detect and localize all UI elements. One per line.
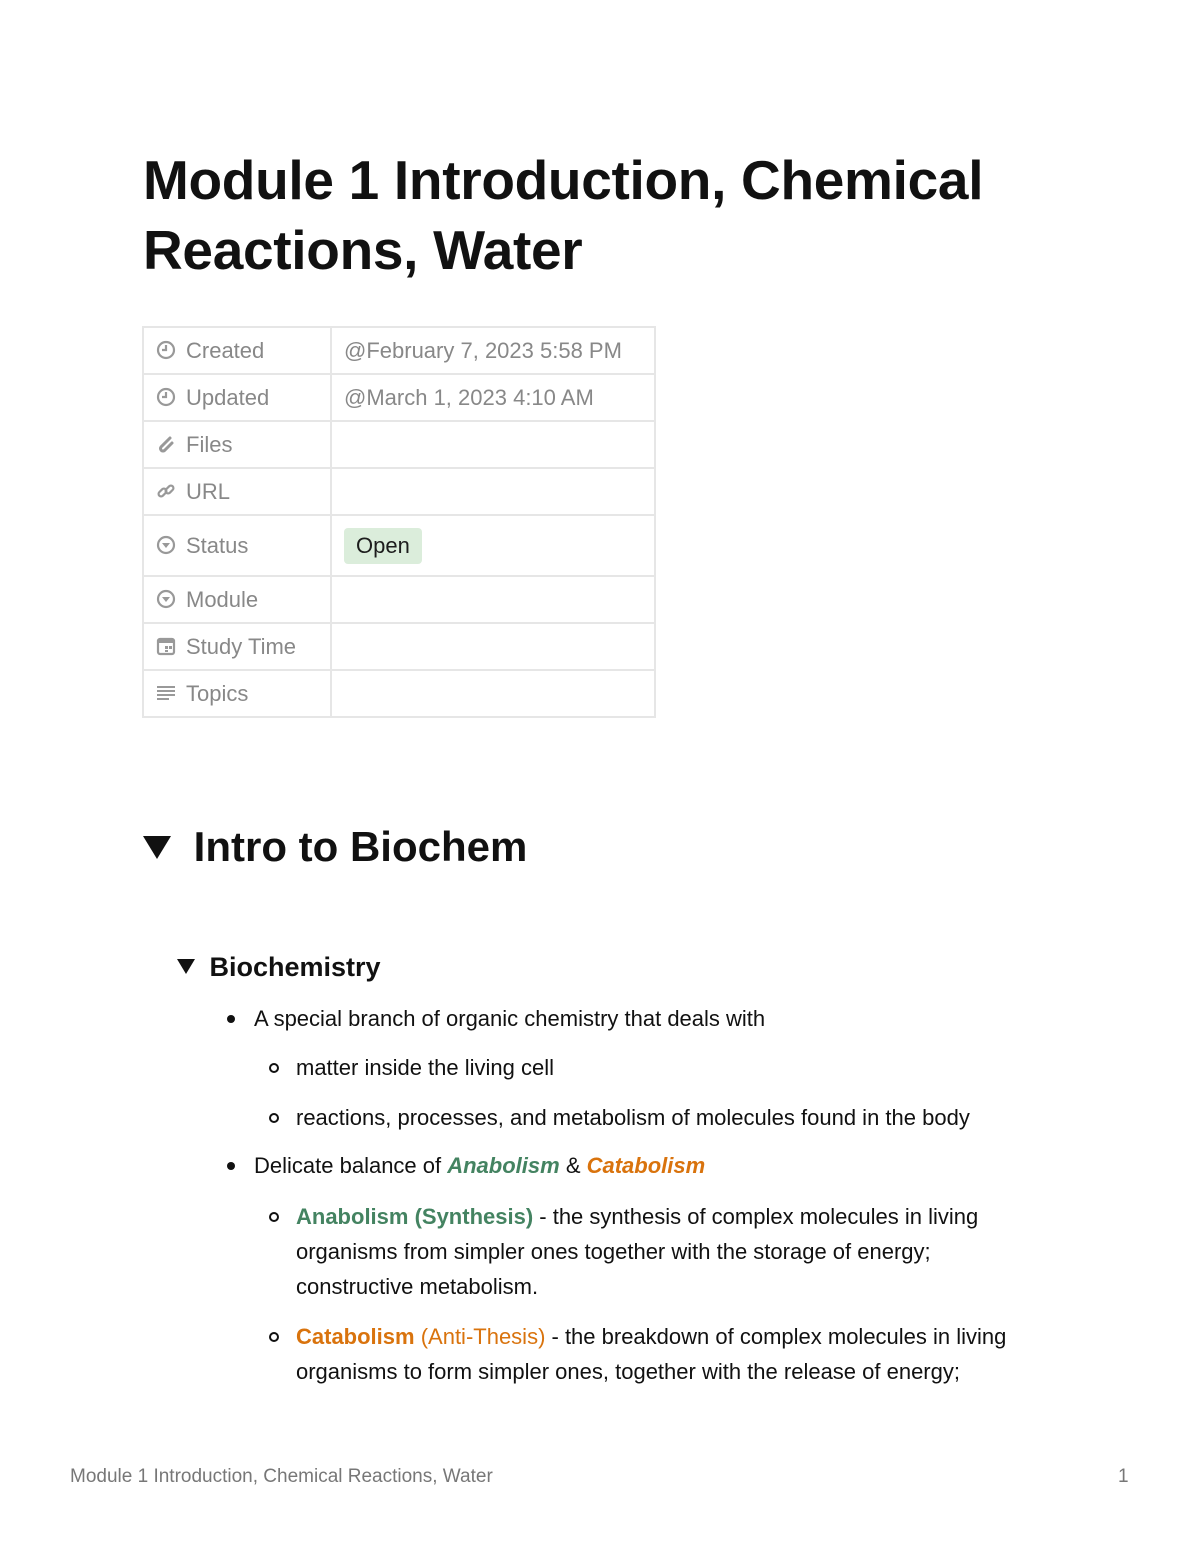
- definition-text: - the synthesis of complex molecules in living: [533, 1204, 979, 1229]
- property-row: [143, 623, 655, 670]
- toggle-triangle-icon[interactable]: [176, 957, 196, 975]
- footer-title: Module 1 Introduction, Chemical Reactions, Water: [70, 1466, 493, 1487]
- footer-page-number: 1: [1118, 1466, 1129, 1487]
- property-row: [143, 515, 655, 576]
- properties-table: [142, 326, 656, 718]
- property-key: [143, 623, 331, 670]
- sub-list-item: matter inside the living cell: [296, 1055, 555, 1080]
- toggle-heading-intro[interactable]: [142, 823, 527, 871]
- toggle-triangle-icon[interactable]: [142, 834, 172, 860]
- definition-text: - the breakdown of complex molecules in living: [545, 1324, 1007, 1349]
- catabolism-definition-paren: (Anti-Thesis): [414, 1324, 546, 1349]
- property-key: [143, 576, 331, 623]
- property-value[interactable]: [331, 576, 655, 623]
- property-label: Status: [186, 532, 249, 558]
- list-item: A special branch of organic chemistry that deals with: [254, 1006, 766, 1031]
- sub-list-item: [296, 1319, 1006, 1354]
- property-label: Study Time: [186, 633, 297, 659]
- page-title: Module 1 Introduction, Chemical Reactions, Water: [143, 149, 984, 281]
- ampersand: &: [559, 1153, 587, 1178]
- property-label: URL: [186, 478, 231, 504]
- property-value[interactable]: [331, 421, 655, 468]
- property-value[interactable]: @February 7, 2023 5:58 PM: [331, 327, 655, 374]
- text-lines-icon: [156, 683, 176, 703]
- select-icon: [156, 535, 176, 555]
- definition-continuation: organisms from simpler ones together with the storage of energy;: [296, 1239, 931, 1264]
- sub-bullet-circle: [269, 1113, 279, 1123]
- property-row: [143, 374, 655, 421]
- anabolism-definition-term: Anabolism (Synthesis): [296, 1204, 534, 1229]
- clock-icon: [156, 387, 176, 407]
- anabolism-term: Anabolism: [447, 1153, 560, 1178]
- property-key: [143, 374, 331, 421]
- select-icon: [156, 589, 176, 609]
- list-item: [254, 1148, 705, 1183]
- bullet-dot: [227, 1162, 235, 1170]
- toggle-heading-biochemistry[interactable]: [176, 952, 381, 983]
- property-label: Module: [186, 586, 259, 612]
- sub-list-item: reactions, processes, and metabolism of molecules found in the body: [296, 1105, 970, 1130]
- section-heading: Intro to Biochem: [193, 823, 528, 870]
- property-value[interactable]: [331, 670, 655, 717]
- property-label: Files: [186, 431, 233, 457]
- catabolism-definition-term: Catabolism: [296, 1324, 415, 1349]
- definition-continuation: constructive metabolism.: [296, 1274, 539, 1299]
- property-key: [143, 515, 331, 576]
- subsection-heading: Biochemistry: [209, 952, 381, 982]
- calendar-icon: [156, 636, 176, 656]
- property-key: [143, 421, 331, 468]
- clock-icon: [156, 340, 176, 360]
- property-key: [143, 468, 331, 515]
- property-row: [143, 670, 655, 717]
- property-row: [143, 327, 655, 374]
- link-icon: [156, 481, 176, 501]
- property-row: [143, 468, 655, 515]
- property-value[interactable]: [331, 468, 655, 515]
- property-value[interactable]: [331, 623, 655, 670]
- property-label: Topics: [186, 680, 249, 706]
- status-badge[interactable]: Open: [344, 528, 422, 564]
- property-label: Created: [186, 337, 265, 363]
- bullet-dot: [227, 1015, 235, 1023]
- property-row: [143, 576, 655, 623]
- sub-list-item: [296, 1199, 978, 1234]
- definition-continuation: organisms to form simpler ones, together with the release of energy;: [296, 1359, 960, 1384]
- catabolism-term: Catabolism: [586, 1153, 706, 1178]
- property-value[interactable]: @March 1, 2023 4:10 AM: [331, 374, 655, 421]
- sub-bullet-circle: [269, 1212, 279, 1222]
- property-row: [143, 421, 655, 468]
- sub-bullet-circle: [269, 1063, 279, 1073]
- property-key: [143, 327, 331, 374]
- property-value[interactable]: [331, 515, 655, 576]
- paperclip-icon: [156, 434, 176, 454]
- list-item-text: Delicate balance of: [254, 1153, 448, 1178]
- property-label: Updated: [186, 384, 270, 410]
- sub-bullet-circle: [269, 1332, 279, 1342]
- property-key: [143, 670, 331, 717]
